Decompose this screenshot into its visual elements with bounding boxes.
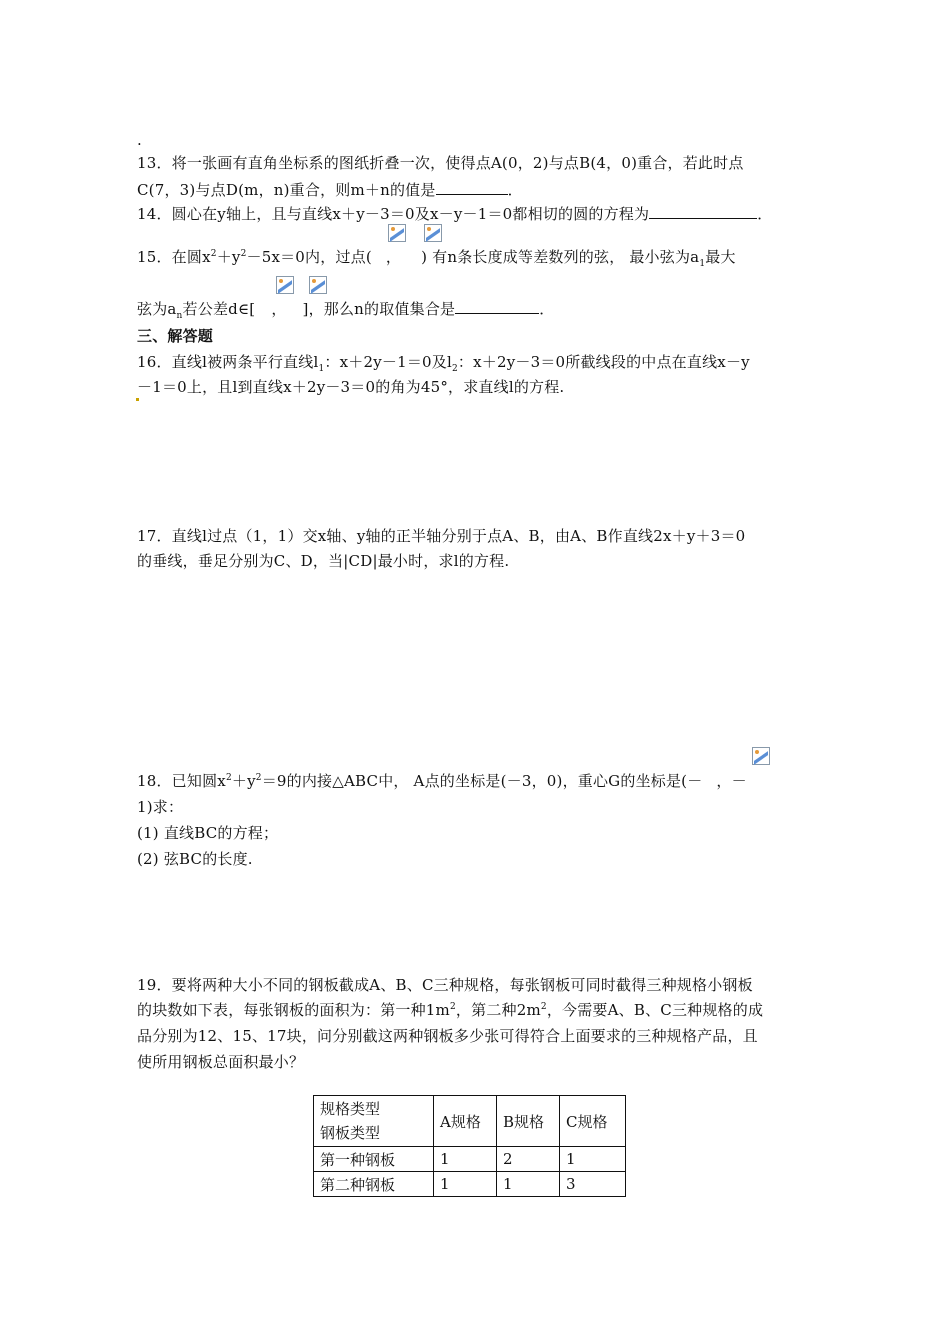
column-header: C规格 xyxy=(560,1096,626,1147)
stray-mark xyxy=(136,398,139,401)
q15-text-i: ， xyxy=(271,300,287,318)
superscript: 2 xyxy=(540,1002,547,1012)
q18-text-a: 18．已知圆x xyxy=(137,772,226,790)
formula-image-icon xyxy=(388,224,406,242)
q16-line1 xyxy=(137,352,750,372)
q15-text-h: 若公差d∈[ xyxy=(182,300,256,318)
column-header: B规格 xyxy=(497,1096,560,1147)
table-corner-header xyxy=(314,1096,434,1147)
q13-answer-blank xyxy=(436,179,508,195)
q18-text-d: ，－ xyxy=(716,772,747,790)
q18-line1 xyxy=(137,771,747,791)
formula-image-icon xyxy=(276,276,294,294)
q13-text: C(7，3)与点D(m，n)重合，则m＋n的值是 xyxy=(137,181,436,199)
header-top-label: 规格类型 xyxy=(320,1100,381,1118)
table-row xyxy=(314,1147,626,1172)
superscript: 2 xyxy=(255,773,262,783)
section-heading: 三、解答题 xyxy=(137,327,214,345)
q15-text-d: ， xyxy=(385,248,402,266)
q15-line1 xyxy=(137,247,736,267)
q14-answer-blank xyxy=(649,203,757,219)
header-bottom-label: 钢板类型 xyxy=(320,1124,381,1142)
q14-line xyxy=(137,203,772,224)
q15-text-e: ) 有n条长度成等差数列的弦， 最小弦为a xyxy=(421,248,700,266)
table-row xyxy=(314,1172,626,1197)
superscript: 2 xyxy=(225,773,232,783)
row-label: 第二种钢板 xyxy=(314,1172,434,1197)
subscript: 1 xyxy=(318,364,325,374)
q13-line1: 13．将一张画有直角坐标系的图纸折叠一次，使得点A(0，2)与点B(4，0)重合，若此时点 xyxy=(137,154,744,172)
q14-end: ． xyxy=(757,205,773,223)
q15-end: ． xyxy=(539,300,555,318)
q15-line2 xyxy=(137,298,554,319)
formula-image-icon xyxy=(309,276,327,294)
q15-answer-blank xyxy=(455,298,539,314)
q15-text-j: ]，那么n的取值集合是 xyxy=(302,300,456,318)
table-cell: 2 xyxy=(497,1147,560,1172)
table-cell: 1 xyxy=(434,1147,497,1172)
q19-line1: 19．要将两种大小不同的钢板截成A、B、C三种规格，每张钢板可同时截得三种规格小钢板 xyxy=(137,976,753,994)
spec-table xyxy=(313,1095,626,1197)
q19-text-b: ，第二种2m xyxy=(455,1001,541,1019)
subscript: n xyxy=(176,311,183,321)
q19-text-a: 的块数如下表，每张钢板的面积为：第一种1m xyxy=(137,1001,450,1019)
q18-text-c: ＝9的内接△ABC中， A点的坐标是(－3，0)，重心G的坐标是(－ xyxy=(261,772,703,790)
q17-line1: 17．直线l过点（1，1）交x轴、y轴的正半轴分别于点A、B，由A、B作直线2x＋y＋3＝0 xyxy=(137,527,746,545)
q16-text-a: 16．直线l被两条平行直线l xyxy=(137,353,319,371)
q15-text-a: 15．在圆x xyxy=(137,248,211,266)
q15-text-g: 弦为a xyxy=(137,300,177,318)
table-cell: 1 xyxy=(560,1147,626,1172)
q16-text-c: ：x＋2y－3＝0所截线段的中点在直线x－y xyxy=(457,353,750,371)
q19-text-c: ，今需要A、B、C三种规格的成 xyxy=(546,1001,764,1019)
table-cell: 3 xyxy=(560,1172,626,1197)
q16-line2: －1＝0上，且l到直线x＋2y－3＝0的角为45°，求直线l的方程. xyxy=(137,378,565,396)
q16-text-b: ：x＋2y－1＝0及l xyxy=(324,353,452,371)
q18-item1: (1) 直线BC的方程； xyxy=(137,824,279,842)
q17-line2: 的垂线，垂足分别为C、D，当|CD|最小时，求l的方程. xyxy=(137,552,510,570)
row-label: 第一种钢板 xyxy=(314,1147,434,1172)
formula-image-icon xyxy=(424,224,442,242)
subscript: 2 xyxy=(451,364,458,374)
table-cell: 1 xyxy=(497,1172,560,1197)
q18-item2: (2) 弦BC的长度. xyxy=(137,850,253,868)
superscript: 2 xyxy=(240,249,247,259)
q15-text-c: －5x＝0内，过点( xyxy=(246,248,372,266)
q19-line2 xyxy=(137,1000,763,1020)
table-cell: 1 xyxy=(434,1172,497,1197)
subscript: 1 xyxy=(699,259,706,269)
q18-line2: 1)求： xyxy=(137,798,184,816)
formula-image-icon xyxy=(752,747,770,765)
q15-text-b: ＋y xyxy=(216,248,241,266)
column-header: A规格 xyxy=(434,1096,497,1147)
top-mark: . xyxy=(137,131,142,149)
q19-line4: 使所用钢板总面积最小？ xyxy=(137,1053,305,1071)
q18-text-b: ＋y xyxy=(231,772,256,790)
q19-line3: 品分别为12、15、17块，问分别截这两种钢板多少张可得符合上面要求的三种规格产品，且 xyxy=(137,1027,758,1045)
q14-text: 14．圆心在y轴上，且与直线x＋y－3＝0及x－y－1＝0都相切的圆的方程为 xyxy=(137,205,650,223)
table-header-row xyxy=(314,1096,626,1147)
q15-text-f: 最大 xyxy=(705,248,736,266)
q13-end: ． xyxy=(507,181,523,199)
q13-line2 xyxy=(137,179,523,200)
superscript: 2 xyxy=(449,1002,456,1012)
superscript: 2 xyxy=(210,249,217,259)
